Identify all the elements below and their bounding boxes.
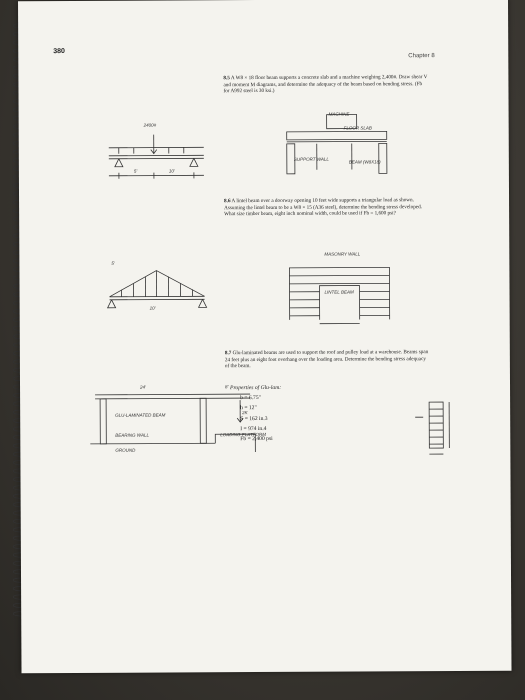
problem-id: 8.6	[224, 198, 231, 205]
label-masonry-wall: MASONRY WALL	[324, 251, 361, 257]
textbook-page	[18, 0, 512, 673]
label-machine: MACHINE	[328, 111, 350, 117]
label-glulam-beam: GLU-LAMINATED BEAM	[115, 412, 166, 418]
label-8ft: 8'	[225, 384, 229, 390]
prop-b: b = 6.75"	[240, 395, 261, 402]
prop-i: I = 974 in.4	[240, 425, 267, 432]
label-2k: 2K	[242, 410, 248, 416]
label-24ft: 24'	[140, 384, 146, 390]
label-10ft-span: 10'	[149, 305, 156, 311]
figure-8-5-structure	[267, 109, 397, 180]
properties-heading: Properties of Glu-lam:	[230, 384, 282, 392]
label-loading-platform: LOADING PLATFORM	[220, 431, 266, 438]
prop-h: h = 12"	[240, 405, 257, 412]
problem-text: A lintel beam over a doorway opening 10 feet wide supports a triangular load as shown. Assuming the lintel beam to be a W8 × 15 (A36 steel), determine the bending stress developed. What size timber beam, eight inch nominal width, could be used if Fb = 1,600 psi?	[224, 197, 422, 218]
figure-8-6-load-diagram	[99, 258, 214, 324]
label-bearing-wall: BEARING WALL	[115, 432, 149, 438]
problem-8-5	[223, 74, 428, 95]
figure-8-5-load-diagram	[99, 120, 214, 191]
label-ground: GROUND	[115, 447, 136, 453]
problem-text: Glu-laminated beams are used to support the roof and pulley load at a warehouse. Beams span 24 feet plus an eight foot overhang over the loading area. Determine the bending stress adequacy of the beam.	[224, 349, 429, 370]
label-lintel-beam: LINTEL BEAM	[324, 289, 354, 295]
problem-id: 8.7	[224, 350, 232, 357]
label-5ft: 5'	[133, 168, 138, 174]
label-2400: 2400#	[143, 122, 157, 128]
label-5ft-a: 5'	[111, 260, 115, 266]
problem-id: 8.5	[223, 75, 230, 82]
page-number: 380	[53, 48, 65, 56]
figure-8-7-section	[415, 397, 465, 462]
figure-8-7-warehouse	[90, 382, 260, 458]
label-beam: BEAM (W8X18)	[348, 159, 381, 165]
label-10ft: 10'	[168, 168, 175, 174]
problem-8-6	[224, 197, 429, 218]
problem-text: A W8 × 18 floor beam supports a concrete slab and a machine weighing 2,400#. Draw shear V and moment M diagrams, and determine the adequacy of the beam based on bending stress. (Fb for A992 steel is 30 ksi.)	[223, 74, 428, 95]
label-support-wall: SUPPORT WALL	[293, 156, 329, 162]
problem-8-7	[225, 349, 430, 370]
prop-fb: Fb = 2,400 psi	[240, 435, 273, 443]
prop-s: S = 162 in.3	[240, 415, 268, 422]
label-floor-slab: FLOOR SLAB	[343, 125, 372, 131]
chapter-header: Chapter 8	[408, 53, 435, 60]
